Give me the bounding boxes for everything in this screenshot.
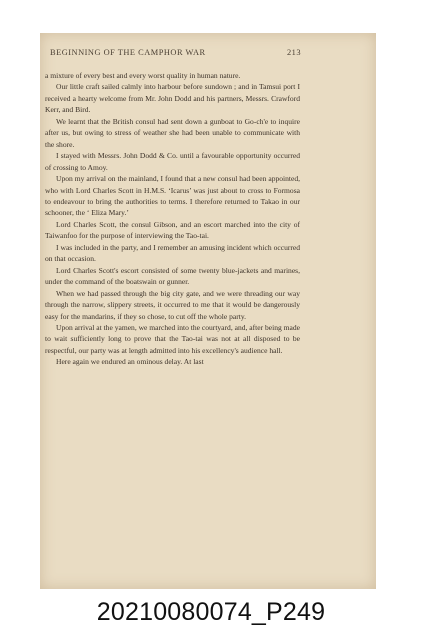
- paragraph: Here again we endured an ominous delay. At last: [56, 357, 204, 367]
- page-number: 213: [286, 48, 301, 57]
- paragraph: When we had passed through the big city gate, and we were threading our way through the narrow, slippery streets, it occurred to me that it would be dangerously easy for the mandarins, if they so chose, to cut off the whole party.: [45, 288, 300, 321]
- paragraph: a mixture of every best and every worst quality in human nature.: [45, 71, 241, 80]
- paragraph: Lord Charles Scott's escort consisted of some twenty blue-jackets and marines, under the command of the boatswain or gunner.: [45, 265, 300, 287]
- paragraph: Lord Charles Scott, the consul Gibson, and an escort marched into the city of Taiwanfoo for the purpose of interviewing the Tao-tai.: [45, 219, 300, 241]
- page-body: [45, 70, 300, 368]
- paragraph: Upon my arrival on the mainland, I found that a new consul had been appointed, who with Lord Charles Scott in H.M.S. ‘Icarus’ was just about to cross to Formosa to endeavour to bring the authorities to terms. I therefore returned to Takao in our schooner, the ‘ Eliza Mary.’: [45, 174, 300, 218]
- paragraph: Our little craft sailed calmly into harbour before sundown ; and in Tamsui port I received a hearty welcome from Mr. John Dodd and his partners, Messrs. Crawford Kerr, and Bird.: [45, 82, 300, 115]
- running-title: BEGINNING OF THE CAMPHOR WAR: [50, 48, 206, 57]
- paragraph: We learnt that the British consul had sent down a gunboat to Go-ch'e to inquire after us, but owing to stress of weather she had been unable to communicate with the shore.: [45, 116, 300, 149]
- paragraph: I was included in the party, and I remember an amusing incident which occurred on that occasion.: [45, 242, 300, 264]
- paragraph: I stayed with Messrs. John Dodd & Co. until a favourable opportunity occurred of crossing to Amoy.: [45, 151, 300, 172]
- running-header: [50, 48, 301, 57]
- paragraph: Upon arrival at the yamen, we marched into the courtyard, and, after being made to wait sufficiently long to prove that the Tao-tai was not at all disposed to be respectful, our party was at length admitted into his excellency's audience hall.: [45, 322, 300, 355]
- image-id-caption: 20210080074_P249: [96, 598, 326, 626]
